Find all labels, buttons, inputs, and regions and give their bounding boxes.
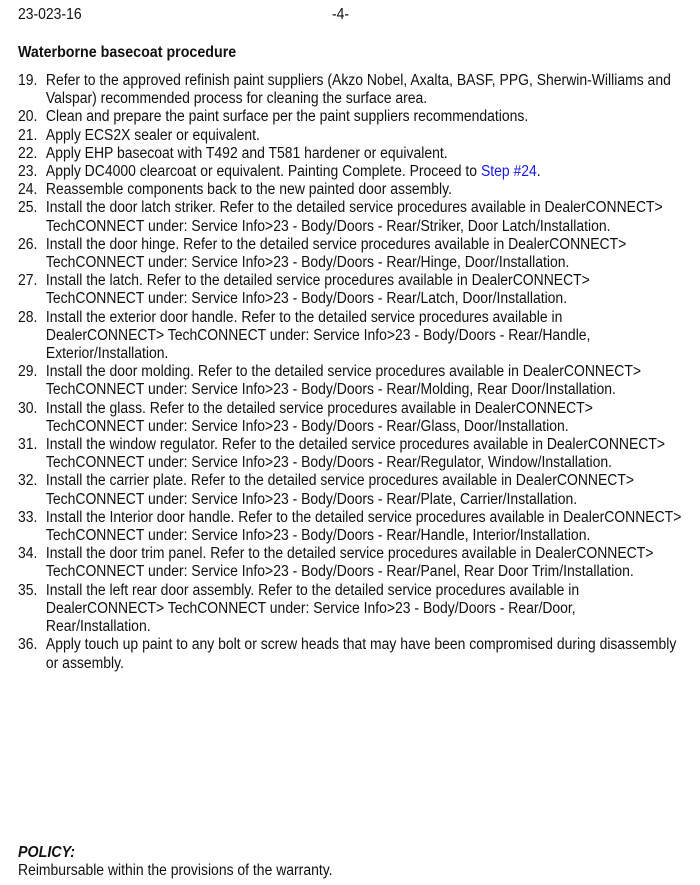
section-title: Waterborne basecoat procedure: [18, 44, 237, 61]
procedure-step: [18, 236, 684, 272]
procedure-steps-list: [18, 72, 684, 673]
step-number: 23.: [18, 163, 38, 181]
step-text: Install the door trim panel. Refer to the detailed service procedures available in DealerCONNECT> TechCONNECT under: Service Info>23 - Body/Doors - Rear/Panel, Rear Door Trim/Installation.: [45, 545, 654, 581]
step-text: Install the door hinge. Refer to the detailed service procedures available in DealerCONNECT> TechCONNECT under: Service Info>23 - Body/Doors - Rear/Hinge, Door/Installation.: [45, 235, 627, 272]
step-number: 19.: [18, 72, 38, 89]
step-text-suffix: .: [536, 163, 541, 181]
step-text: Install the latch. Refer to the detailed service procedures available in DealerCONNECT> TechCONNECT under: Service Info>23 - Body/Doors - Rear/Latch, Door/Installation.: [45, 272, 590, 308]
step-number: 28.: [18, 308, 38, 326]
procedure-step: [18, 363, 684, 399]
procedure-step: [18, 72, 684, 108]
procedure-step: [18, 636, 684, 672]
procedure-step: [18, 163, 684, 181]
step-number: 32.: [18, 472, 38, 490]
step-number: 31.: [18, 436, 38, 454]
step-number: 24.: [18, 181, 38, 199]
document-number: 23-023-16: [18, 6, 82, 23]
step-text: Apply EHP basecoat with T492 and T581 hardener or equivalent.: [45, 144, 448, 162]
step-number: 25.: [18, 199, 38, 217]
step-number: 33.: [18, 508, 38, 526]
step-number: 27.: [18, 272, 38, 290]
procedure-step: [18, 472, 684, 508]
page-number: -4-: [332, 6, 350, 23]
step-number: 34.: [18, 545, 38, 563]
step-text: Install the exterior door handle. Refer to the detailed service procedures available in DealerCONNECT> TechCONNECT under: Service Info>23 - Body/Doors - Rear/Handle, Exterior/Installation.: [45, 308, 591, 363]
procedure-step: [18, 108, 684, 126]
step-number: 35.: [18, 581, 38, 599]
procedure-step: [18, 272, 684, 308]
procedure-step: [18, 127, 684, 145]
step-text: Apply touch up paint to any bolt or screw heads that may have been compromised during disassembly or assembly.: [45, 636, 677, 672]
step-text: Install the door molding. Refer to the detailed service procedures available in DealerCONNECT> TechCONNECT under: Service Info>23 - Body/Doors - Rear/Molding, Rear Door/Installation.: [45, 363, 642, 399]
procedure-step: [18, 309, 684, 364]
step-link[interactable]: Step #24: [480, 163, 537, 181]
step-text: Apply ECS2X sealer or equivalent.: [45, 126, 260, 144]
step-number: 21.: [18, 126, 38, 144]
step-number: 20.: [18, 108, 38, 126]
procedure-step: [18, 509, 684, 545]
step-number: 36.: [18, 636, 38, 654]
step-text: Refer to the approved refinish paint suppliers (Akzo Nobel, Axalta, BASF, PPG, Sherwin-Williams and Valspar) recommended process for cleaning the surface area.: [45, 72, 671, 108]
step-number: 29.: [18, 363, 38, 381]
step-text: Install the glass. Refer to the detailed service procedures available in DealerCONNECT> TechCONNECT under: Service Info>23 - Body/Doors - Rear/Glass, Door/Installation.: [45, 399, 593, 435]
policy-text: Reimbursable within the provisions of the warranty.: [18, 862, 333, 879]
step-text: Install the left rear door assembly. Refer to the detailed service procedures available in DealerCONNECT> TechCONNECT under: Service Info>23 - Body/Doors - Rear/Door, Rear/Installation.: [45, 581, 580, 636]
step-number: 26.: [18, 235, 38, 253]
procedure-step: [18, 145, 684, 163]
procedure-step: [18, 400, 684, 436]
procedure-step: [18, 582, 684, 637]
step-text: Install the carrier plate. Refer to the detailed service procedures available in DealerCONNECT> TechCONNECT under: Service Info>23 - Body/Doors - Rear/Plate, Carrier/Installation.: [45, 472, 635, 508]
step-number: 30.: [18, 399, 38, 417]
procedure-step: [18, 436, 684, 472]
step-text: Install the door latch striker. Refer to the detailed service procedures available in DealerCONNECT> TechCONNECT under: Service Info>23 - Body/Doors - Rear/Striker, Door Latch/Installation.: [45, 199, 663, 235]
procedure-step: [18, 181, 684, 199]
procedure-step: [18, 199, 684, 235]
step-text: Install the window regulator. Refer to the detailed service procedures available in DealerCONNECT> TechCONNECT under: Service Info>23 - Body/Doors - Rear/Regulator, Window/Installation.: [45, 436, 666, 472]
step-text: Clean and prepare the paint surface per the paint suppliers recommendations.: [45, 108, 529, 126]
step-text: Install the Interior door handle. Refer to the detailed service procedures available in DealerCONNECT> TechCONNECT under: Service Info>23 - Body/Doors - Rear/Handle, Interior/Installation.: [45, 508, 682, 545]
step-text: Reassemble components back to the new painted door assembly.: [45, 181, 452, 199]
policy-label: POLICY:: [18, 844, 76, 861]
step-text: Apply DC4000 clearcoat or equivalent. Painting Complete. Proceed to: [45, 163, 481, 181]
step-number: 22.: [18, 144, 38, 162]
procedure-step: [18, 545, 684, 581]
